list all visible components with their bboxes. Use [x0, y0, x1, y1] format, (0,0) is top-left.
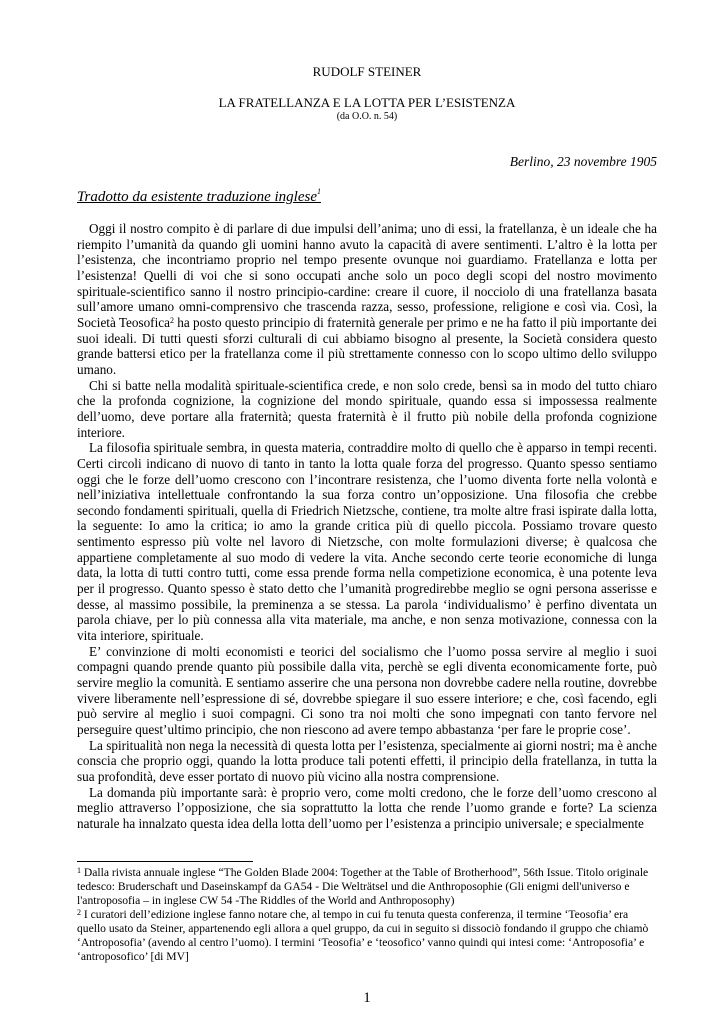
document-page	[77, 0, 657, 1024]
page-number: 1	[363, 990, 371, 1006]
footnote-ref-2: 2	[169, 315, 174, 325]
footnote-ref-1: 1	[317, 187, 321, 196]
footnote-2-text: I curatori dell’edizione inglese fanno notare che, al tempo in cui fu tenuta questa conferenza, il termine ‘Teosofia’ era quello usato da Steiner, appartenendo egli allora a quel gruppo, da cui in seguito si dissociò fondando il gruppo che chiamò ‘Antroposofia’ (avendo al centro l’uomo). I termini ‘Teosofia’ e ‘teosofico’ vanno quindi qui intesi come: ‘Antroposofia’ e ‘antroposofico’ [di MV]	[77, 908, 649, 963]
footnote-divider	[77, 861, 253, 862]
paragraph-3: La filosofia spirituale sembra, in questa materia, contraddire molto di quello che è apparso in tempi recenti. Certi circoli indicano di nuovo di tanto in tanto la lotta quale forza del progresso. Quanto spesso sentiamo oggi che le forze dell’uomo crescono con l’incontrare resistenza, che l’uomo diventa forte nella volontà e nell’iniziativa intellettuale confrontando la sua forza contro un’opposizione. Una filosofia che crebbe secondo fondamenti spirituali, quella di Friedrich Nietzsche, contiene, tra molte altre frasi ispirate dalla lotta, la seguente: Io amo la critica; io amo la grande critica più di quello piccola. Possiamo trovare questo sentimento espresso più volte nel lavoro di Nietzsche, con molte formulazioni diverse; è qualcosa che appartiene completamente al suo modo di vedere la vita. Anche secondo certe teorie economiche di lunga data, la lotta di tutti contro tutti, come essa prende forma nella competizione economica, è una potente leva per il progresso. Quanto spesso è stato detto che l’umanità progredirebbe meglio se ogni persona asserisse e desse, al massimo possibile, la preminenza a se stessa. La parola ‘individualismo’ è perfino diventata un parola chiave, per lo più connessa alla vita materiale, ma anche, e non senza motivazione, connessa con la vita interiore, spirituale.	[77, 440, 657, 644]
document-subtitle: (da O.O. n. 54)	[336, 111, 398, 122]
paragraph-6: La domanda più importante sarà: è proprio vero, come molti credono, che le forze dell’uomo crescono al meglio attraverso l’opposizione, che sia soprattutto la lotta che rende l’uomo grande e forte? La scienza naturale ha innalzato questa idea della lotta dell’uomo per l’esistenza a principio universale; e specialmente	[77, 784, 657, 831]
author-heading: RUDOLF STEINER	[312, 64, 422, 79]
paragraph-1-part-b: ha posto questo principio di fraternità generale per primo e ne ha fatto il più importante dei suoi ideali. Di tutti questi sforzi culturali di cui abbiamo bisogno al presente, la Società considera questo grande battersi etico per la fratellanza come il più strettamente connesso con lo scopo ultimo dello sviluppo umano.	[77, 314, 657, 377]
footnote-2-number: 2	[77, 908, 81, 918]
paragraph-1-part-a: Oggi il nostro compito è di parlare di due impulsi dell’anima; uno di essi, la fratellanza, è un ideale che ha riempito l’umanità da quando gli uomini hanno avuto la capacità di avere sentimenti. L’altro è la lotta per l’esistenza, che incontriamo proprio nel tempo presente ovunque noi guardiamo. Fratellanza e lotta per l’esistenza! Quelli di voi che si sono occupati anche solo un poco degli scopi del nostro movimento spirituale-scientifico sanno il nostro principio-cardine: creare il cuore, il nocciolo di una fratellanza basata sull’amore umano omni-comprensivo che trascenda razza, sesso, professione, religione e così via. Così, la Società Teosofica	[77, 221, 657, 330]
paragraph-4: E’ convinzione di molti economisti e teorici del socialismo che l’uomo possa servire al meglio i suoi compagni quando prende quanto più possibile dalla vita, perchè se egli diventa economicamente forte, può servire meglio la comunità. E sentiamo asserire che una persona non dovrebbe cadere nella routine, dovrebbe vivere liberamente nell’espressione di sé, dovrebbe spiegare il suo essere interiore; e che, così facendo, egli può servire al meglio i suoi compagni. Ci sono tra noi molti che sono impegnati con tanto fervore nel perseguire quest’ultimo principio, che non riescono ad avere tempo abbastanza ‘per fare le proprie cose’.	[77, 643, 657, 737]
dateline: Berlino, 23 novembre 1905	[509, 154, 657, 169]
paragraph-5: La spiritualità non nega la necessità di questa lotta per l’esistenza, specialmente ai giorni nostri; ma è anche conscia che proprio oggi, quando la lotta produce tali potenti effetti, il principio della fratellanza, in tutta la sua profondità, deve esser portato di nuovo più vicino alla nostra comprensione.	[77, 737, 657, 784]
footnote-1	[77, 866, 657, 907]
body-text	[77, 221, 657, 832]
footnote-1-text: Dalla rivista annuale inglese “The Golden Blade 2004: Together at the Table of Brotherhood”, 56th Issue. Titolo originale tedesco: Bruderschaft und Daseinskampf da GA54 - Die Welträtsel und die Anthroposophie (Gli enigmi dell'universo e l'antroposofia – in inglese CW 54 -The Riddles of the World and Anthroposophy)	[77, 866, 649, 907]
paragraph-1	[77, 221, 657, 378]
footnotes	[77, 866, 657, 965]
paragraph-2: Chi si batte nella modalità spirituale-scientifica crede, e non solo crede, bensì sa in modo del tutto chiaro che la profonda cognizione, la cognizione del mondo spirituale, quando essa si impossessa realmente dell’uomo, deve portare alla fraternità; questa fraternità è il frutto più nobile della profonda cognizione interiore.	[77, 377, 657, 440]
footnote-2	[77, 908, 657, 963]
translation-note-heading	[77, 189, 321, 206]
translation-note-text: Tradotto da esistente traduzione inglese	[77, 189, 317, 205]
document-title: LA FRATELLANZA E LA LOTTA PER L’ESISTENZA	[218, 95, 516, 110]
footnote-1-number: 1	[77, 866, 81, 875]
